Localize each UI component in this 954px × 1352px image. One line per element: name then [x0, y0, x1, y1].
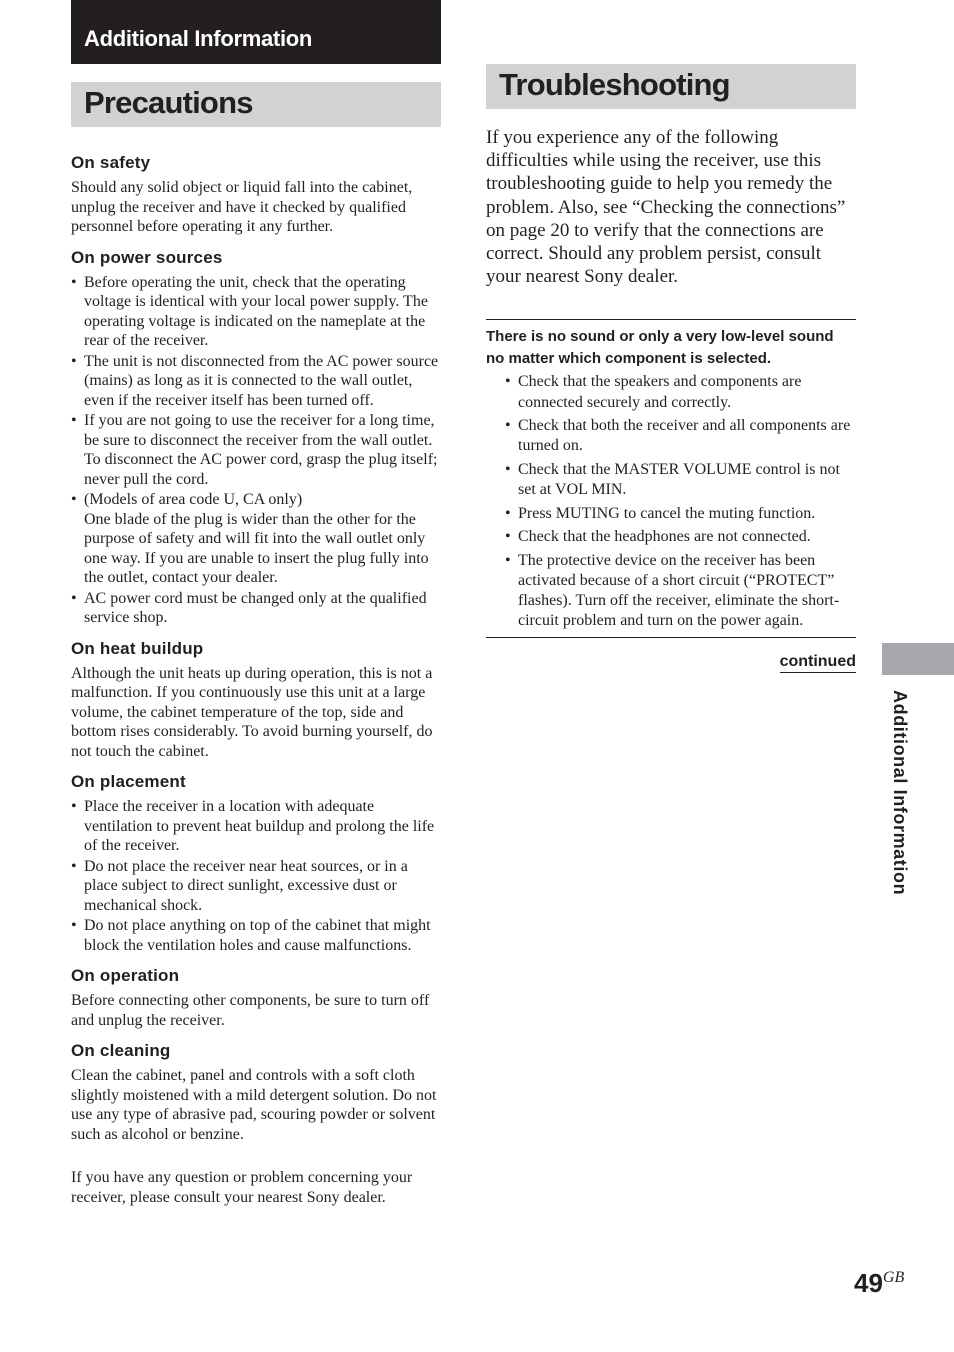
list-item: • If you are not going to use the receiver for a long time, be sure to disconnect the receiver from the wall outlet. To disconnect the AC power cord, grasp the plug itself; never pull the cord. [71, 411, 441, 489]
list-item: • Press MUTING to cancel the muting function. [505, 504, 856, 524]
power-section [71, 248, 441, 628]
section-banner: Additional Information [71, 0, 441, 64]
list-item: • Check that both the receiver and all components are turned on. [505, 416, 856, 456]
side-tab-marker [882, 643, 954, 675]
heat-text: Although the unit heats up during operation, this is not a malfunction. If you continuously use this unit at a large volume, the cabinet temperature of the top, side and bottom rises considerably. To avoid burning yourself, do not touch the cabinet. [71, 664, 433, 760]
checks-list [505, 372, 856, 631]
list-item: • Before operating the unit, check that the operating voltage is identical with your local power supply. The operating voltage is indicated on the nameplate at the rear of the receiver. [71, 273, 441, 351]
placement-heading: On placement [71, 772, 186, 791]
placement-section [71, 772, 441, 955]
continued-label: continued [780, 653, 856, 673]
placement-list [71, 797, 441, 955]
right-column [486, 64, 856, 678]
no-sound-problem [486, 319, 856, 637]
troubleshooting-title: Troubleshooting [486, 64, 856, 109]
left-column [71, 0, 441, 1207]
safety-section [71, 153, 441, 237]
list-item: • Do not place anything on top of the cabinet that might block the ventilation holes and cause malfunctions. [71, 916, 441, 955]
power-heading: On power sources [71, 247, 223, 267]
heat-heading: On heat buildup [71, 638, 204, 658]
list-item: • The unit is not disconnected from the AC power source (mains) as long as it is connected to the wall outlet, even if the receiver itself has been turned off. [71, 352, 441, 411]
list-item: • Place the receiver in a location with adequate ventilation to prevent heat buildup and prolong the life of the receiver. [71, 797, 441, 856]
cleaning-section [71, 1041, 441, 1144]
list-item: • The protective device on the receiver has been activated because of a short circuit (“PROTECT” flashes). Turn off the receiver, eliminate the short-circuit problem and turn on the power again. [505, 551, 856, 632]
operation-heading: On operation [71, 966, 180, 985]
page-number [854, 1268, 904, 1299]
list-item: • Check that the MASTER VOLUME control is not set at VOL MIN. [505, 460, 856, 500]
power-list [71, 273, 441, 628]
precautions-title: Precautions [71, 82, 441, 127]
page-suffix: GB [882, 1269, 905, 1286]
closing-text: If you have any question or problem concerning your receiver, please consult your nearest Sony dealer. [71, 1169, 413, 1206]
list-item: • AC power cord must be changed only at the qualified service shop. [71, 589, 441, 628]
continued-row [486, 638, 856, 678]
problem-heading: There is no sound or only a very low-level sound no matter which component is selected. [486, 328, 834, 368]
list-item: • Check that the headphones are not connected. [505, 527, 856, 547]
page-number-value: 49 [854, 1268, 883, 1298]
operation-text: Before connecting other components, be sure to turn off and unplug the receiver. [71, 992, 430, 1029]
list-item: • Do not place the receiver near heat sources, or in a place subject to direct sunlight, excessive dust or mechanical shock. [71, 857, 441, 916]
safety-heading: On safety [71, 153, 151, 172]
models-line: (Models of area code U, CA only) [84, 491, 303, 508]
list-item: • Check that the speakers and components are connected securely and correctly. [505, 372, 856, 412]
safety-text: Should any solid object or liquid fall into the cabinet, unplug the receiver and have it checked by qualified personnel before operating it any further. [71, 179, 413, 235]
heat-section [71, 639, 441, 762]
models-text: One blade of the plug is wider than the other for the purpose of safety and will fit into the wall outlet only one way. If you are unable to insert the plug fully into the outlet, contact your dealer. [84, 510, 429, 586]
list-item [71, 490, 441, 588]
cleaning-text: Clean the cabinet, panel and controls with a soft cloth slightly moistened with a mild detergent solution. Do not use any type of abrasive pad, scouring powder or solvent such as alcohol or benzine. [71, 1067, 437, 1143]
side-section-label: Additional Information [890, 690, 910, 896]
troubleshooting-intro: If you experience any of the following difficulties while using the receiver, use this troubleshooting guide to help you remedy the problem. Also, see “Checking the connections” on page 20 to verify that the connections are correct. Should any problem persist, consult your nearest Sony dealer. [486, 127, 846, 288]
operation-section [71, 966, 441, 1030]
cleaning-heading: On cleaning [71, 1041, 171, 1060]
